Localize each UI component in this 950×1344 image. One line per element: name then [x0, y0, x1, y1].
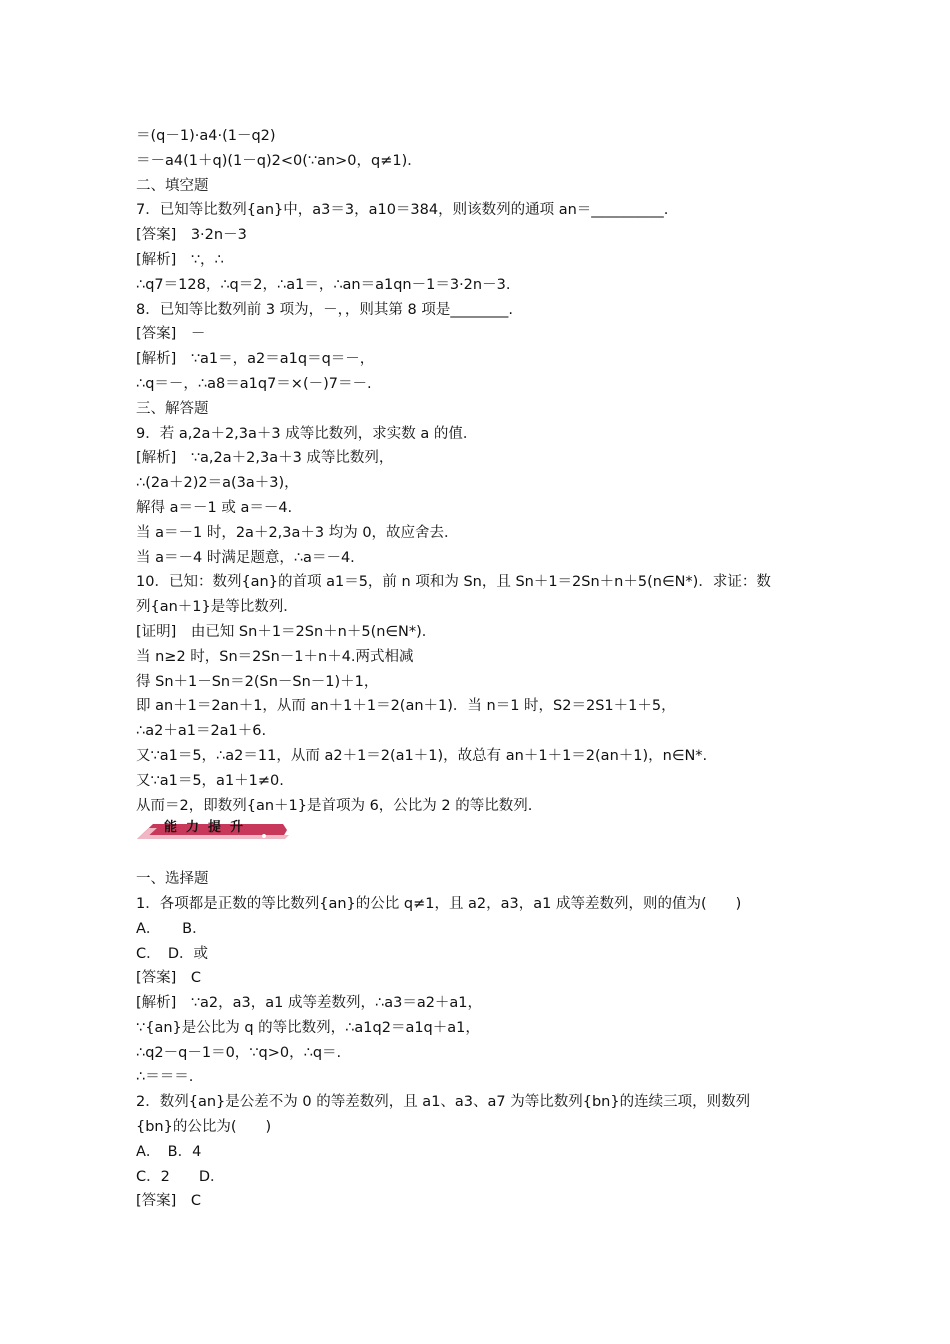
options-line: A． B． [136, 920, 207, 937]
question-1: 1．各项都是正数的等比数列{an}的公比 q≠1，且 a2，a3，a1 成等差数列，则的值为( ) [136, 895, 742, 912]
ability-banner [136, 818, 820, 842]
question-7: 7．已知等比数列{an}中，a3＝3，a10＝384，则该数列的通项 an＝__________. [136, 202, 669, 219]
section-heading-solve: 三、解答题 [136, 400, 209, 417]
text-line: ＝(q－1)·a4·(1－q2) [136, 128, 276, 144]
question-9: 9．若 a,2a＋2,3a＋3 成等比数列，求实数 a 的值． [136, 425, 478, 442]
text-line: 得 Sn＋1－Sn＝2(Sn－Sn－1)＋1， [136, 673, 379, 690]
proof-line: [证明] 由已知 Sn＋1＝2Sn＋n＋5(n∈N*)． [136, 623, 437, 640]
answer-line: [答案] 3·2n－3 [136, 227, 247, 244]
options-line: C． D．或 [136, 945, 209, 962]
text-line: ∴q7＝128，∴q＝2，∴a1＝，∴an＝a1qn－1＝3·2n－3. [136, 276, 511, 293]
analysis-line: [解析] ∵a,2a＋2,3a＋3 成等比数列， [136, 450, 394, 467]
banner-title: 能力提升 [164, 820, 253, 836]
text-line: ∴(2a＋2)2＝a(3a＋3)， [136, 475, 299, 492]
analysis-line: [解析] ∵，∴ [136, 251, 224, 268]
text-line: 当 n≥2 时，Sn＝2Sn－1＋n＋4.两式相减 [136, 648, 414, 665]
section-heading-choice: 一、选择题 [136, 871, 209, 888]
question-2-continued: {bn}的公比为( ) [136, 1119, 272, 1136]
section-heading-fill-in: 二、填空题 [136, 177, 209, 194]
text-line: ∴a2＋a1＝2a1＋6. [136, 723, 267, 740]
spacer [136, 842, 820, 867]
text-line: 又∵a1＝5，∴a2＝11，从而 a2＋1＝2(a1＋1)，故总有 an＋1＋1＝2(an＋1)，n∈N*. [136, 747, 708, 764]
text-line: ∴q＝－，∴a8＝a1q7＝×(－)7＝－. [136, 375, 372, 392]
text-line: ∴q2－q－1＝0，∵q>0，∴q＝. [136, 1044, 342, 1061]
text-line: 从而＝2，即数列{an＋1}是首项为 6，公比为 2 的等比数列. [136, 797, 533, 814]
answer-line: [答案] － [136, 326, 206, 343]
text-line: 当 a＝－1 时，2a＋2,3a＋3 均为 0，故应舍去． [136, 524, 459, 541]
question-10-continued: 列{an＋1}是等比数列． [136, 599, 298, 616]
question-10: 10．已知：数列{an}的首项 a1＝5，前 n 项和为 Sn，且 Sn＋1＝2Sn＋n＋5(n∈N*)．求证：数 [136, 574, 771, 591]
text-line: 即 an＋1＝2an＋1，从而 an＋1＋1＝2(an＋1)．当 n＝1 时，S2＝2S1＋1＋5， [136, 698, 676, 715]
answer-line: [答案] C [136, 970, 201, 987]
text-line: 解得 a＝－1 或 a＝－4. [136, 499, 293, 516]
text-line: 又∵a1＝5，a1＋1≠0. [136, 772, 284, 789]
text-line: ＝－a4(1＋q)(1－q)2<0(∵an>0，q≠1)． [136, 152, 422, 169]
options-line: C．2 D． [136, 1168, 225, 1185]
question-8: 8．已知等比数列前 3 项为，－，，则其第 8 项是________. [136, 301, 513, 318]
answer-line: [答案] C [136, 1193, 201, 1210]
analysis-line: [解析] ∵a2，a3，a1 成等差数列，∴a3＝a2＋a1， [136, 995, 483, 1012]
question-2: 2．数列{an}是公差不为 0 的等差数列，且 a1、a3、a7 为等比数列{bn}的连续三项，则数列 [136, 1094, 751, 1111]
document-body [136, 124, 820, 1214]
text-line: ∴＝＝＝. [136, 1069, 194, 1086]
text-line: ∵{an}是公比为 q 的等比数列，∴a1q2＝a1q＋a1， [136, 1019, 480, 1036]
text-line: 当 a＝－4 时满足题意，∴a＝－4. [136, 549, 355, 566]
analysis-line: [解析] ∵a1＝，a2＝a1q＝q＝－， [136, 351, 375, 368]
options-line: A． B．4 [136, 1143, 202, 1160]
